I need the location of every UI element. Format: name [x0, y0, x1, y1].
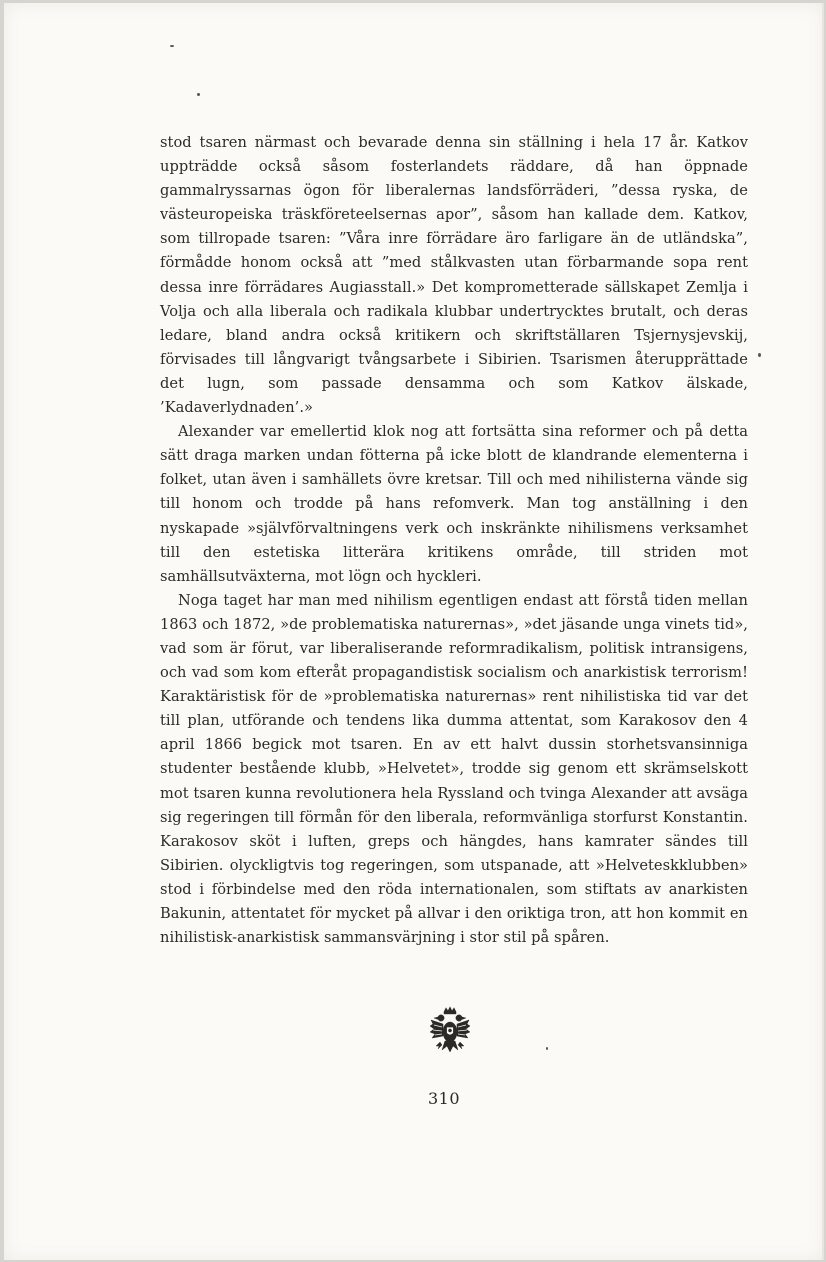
page-number: 310	[427, 1089, 461, 1108]
ink-speck	[197, 93, 200, 96]
ink-speck	[758, 353, 761, 357]
ink-speck	[170, 45, 174, 47]
double-headed-eagle-icon	[428, 1006, 472, 1058]
ink-speck	[546, 1047, 548, 1050]
page-edge	[822, 3, 824, 1260]
body-text	[160, 131, 748, 950]
paragraph-2: Alexander var emellertid klok nog att fortsätta sina reformer och på detta sätt draga marken undan fötterna på icke blott de klandrande elementerna i folket, utan även i samhällets övre kretsar. Till och med nihilisterna vände sig till honom och trodde på hans refomverk. Man tog anställning i den nyskapade »självförvaltningens verk och inskränkte nihilismens verksamhet till den estetiska litterära kritikens område, till striden mot samhällsutväxterna, mot lögn och hyckleri.	[160, 423, 748, 585]
book-page	[4, 3, 824, 1260]
paragraph-3: Noga taget har man med nihilism egentligen endast att förstå tiden mellan 1863 och 1872, »de problematiska naturernas», »det jäsande unga vinets tid», vad som är förut, var liberaliserande reformradikalism, politisk intransigens, och vad som kom efteråt propagandistisk socialism och anarkistisk terrorism! Karaktäristisk för de »problematiska naturernas» rent nihilistiska tid var det till plan, utförande och tendens lika dumma attentat, som Karakosov den 4 april 1866 begick mot tsaren. En av ett halvt dussin storhetsvansinniga studenter bestående klubb, »Helvetet», trodde sig genom ett skrämselskott mot tsaren kunna revolutionera hela Ryssland och tvinga Alexander att avsäga sig regeringen till förmån för den liberala, reformvänliga storfurst Konstantin. Karakosov sköt i luften, greps och hängdes, hans kamrater sändes till Sibirien. olyckligtvis tog regeringen, som utspanade, att »Helveteskklubben» stod i förbindelse med den röda internationalen, som stiftats av anarkisten Bakunin, attentatet för mycket på allvar i den oriktiga tron, att hon kommit en nihilistisk-anarkistisk sammansvärjning i stor stil på spåren.	[160, 591, 749, 947]
paragraph-1: stod tsaren närmast och bevarade denna sin ställning i hela 17 år. Katkov uppträdde också såsom fosterlandets räddare, då han öppnade gammalryssarnas ögon för liberalernas landsförräderi, ”dessa ryska, de västeuropeiska träskföreteelsernas apor”, såsom han kallade dem. Katkov, som tillropade tsaren: ”Våra inre förrädare äro farligare än de utländska”, förmådde honom också att ”med stålkvasten utan förbarmande sopa rent dessa inre förrädares Augiasstall.» Det komprometterade sällskapet Zemlja i Volja och alla liberala och radikala klubbar undertrycktes brutalt, och deras ledare, bland andra också kritikern och skriftställaren Tsjernysjevskij, förvisades till långvarigt tvångsarbete i Sibirien. Tsarismen återupprättade det lugn, som passade densamma och som Katkov älskade, ’Kadaverlydnaden’.»	[160, 134, 748, 417]
